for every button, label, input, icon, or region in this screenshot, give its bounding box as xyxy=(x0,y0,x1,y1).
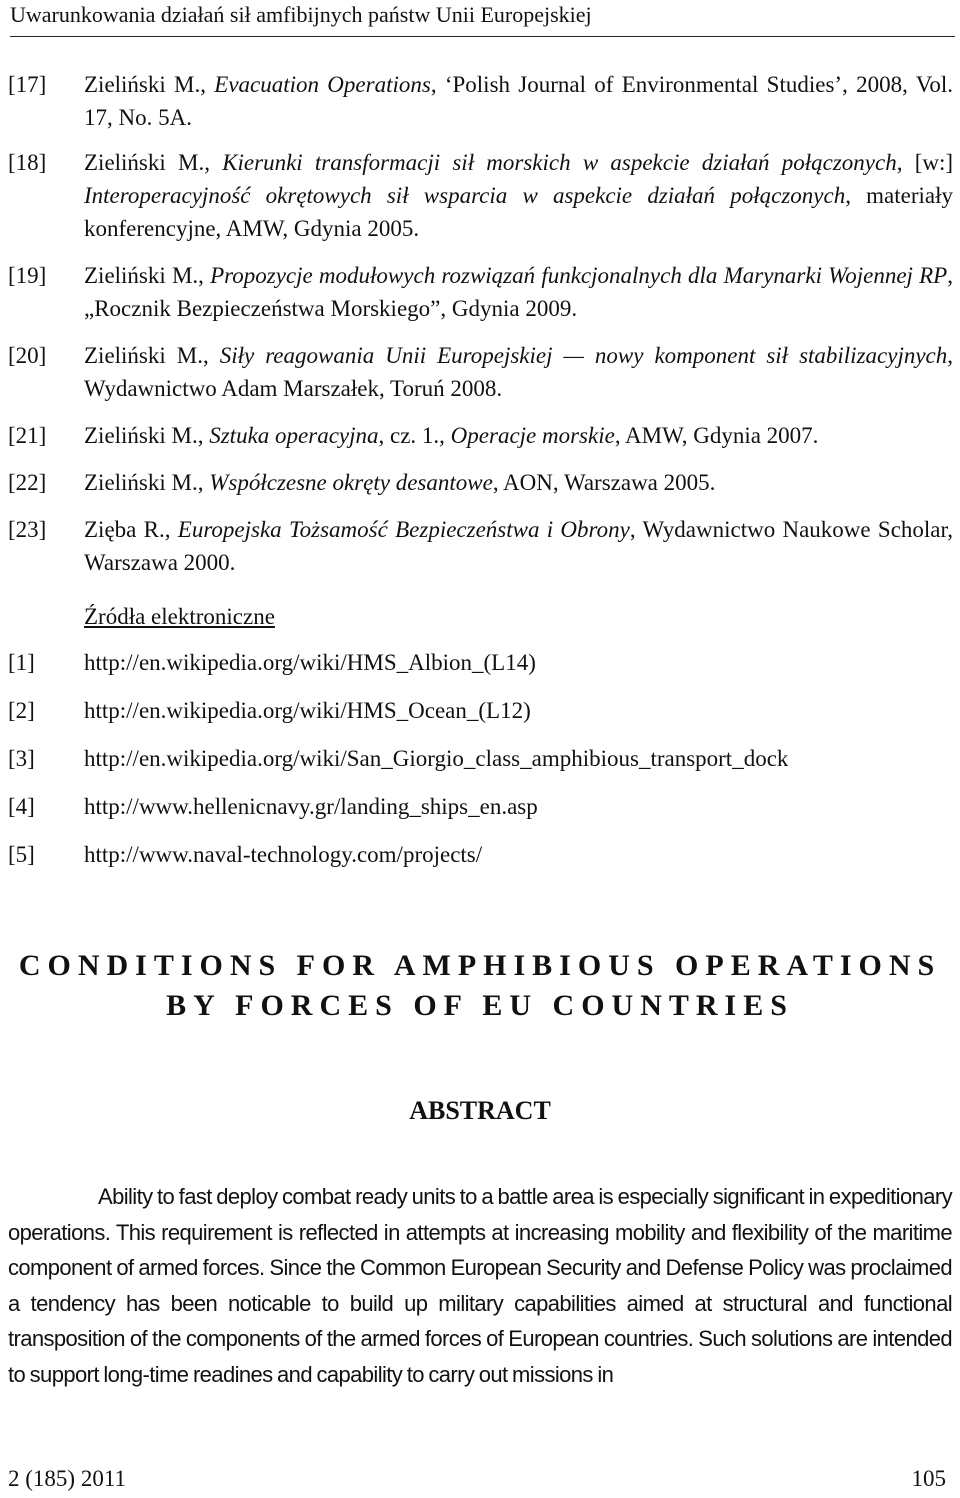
reference-details: , materiały konferencyjne, AMW, Gdynia 2005. xyxy=(84,183,953,241)
reference-title: Evacuation Operations xyxy=(214,72,431,97)
online-source-item xyxy=(8,742,953,775)
header-rule xyxy=(10,36,955,37)
reference-details: , AMW, Gdynia 2007. xyxy=(614,423,819,448)
running-title: Uwarunkowania działań sił amfibijnych państw Unii Europejskiej xyxy=(10,2,592,27)
reference-number: [21] xyxy=(8,423,47,448)
english-title-line1: CONDITIONS FOR AMPHIBIOUS OPERATIONS xyxy=(18,949,942,982)
reference-number: [23] xyxy=(8,517,47,542)
reference-number: [22] xyxy=(8,470,47,495)
online-source-number: [5] xyxy=(8,842,35,867)
online-source-item xyxy=(8,694,953,727)
online-source-number: [1] xyxy=(8,650,35,675)
reference-book-title: Interoperacyjność okrętowych sił wsparcia w aspekcie działań połączonych xyxy=(84,183,846,208)
reference-title: Siły reagowania Unii Europejskiej — nowy komponent sił stabilizacyjnych xyxy=(219,343,948,368)
online-source-item xyxy=(8,646,953,679)
running-header xyxy=(10,2,955,35)
english-title xyxy=(0,946,960,1026)
online-source-number: [4] xyxy=(8,794,35,819)
online-source-url[interactable]: http://en.wikipedia.org/wiki/HMS_Albion_(L14) xyxy=(84,650,536,675)
online-source-item xyxy=(8,838,953,871)
english-title-line2: BY FORCES OF EU COUNTRIES xyxy=(166,989,794,1022)
reference-title: Propozycje modułowych rozwiązań funkcjonalnych dla Marynarki Wojennej RP xyxy=(210,263,948,288)
references-list xyxy=(8,68,953,579)
online-source-url[interactable]: http://www.naval-technology.com/projects/ xyxy=(84,842,483,867)
online-source-number: [2] xyxy=(8,698,35,723)
online-source-item xyxy=(8,790,953,823)
reference-number: [20] xyxy=(8,343,47,368)
reference-item: [19] Zieliński M., Propozycje modułowych rozwiązań funkcjonalnych dla Marynarki Wojennej RP, „Rocznik Bezpieczeństwa Morskiego”, Gdynia 2009. xyxy=(8,259,953,325)
reference-author: Zieliński M. xyxy=(84,72,201,97)
abstract-body xyxy=(8,1179,952,1392)
online-sources-heading: Źródła elektroniczne xyxy=(84,604,275,629)
online-sources-list xyxy=(8,646,953,886)
reference-item: [20] Zieliński M., Siły reagowania Unii Europejskiej — nowy komponent sił stabilizacyjnych, Wydawnictwo Adam Marszałek, Toruń 2008. xyxy=(8,339,953,405)
reference-title: Europejska Tożsamość Bezpieczeństwa i Obrony xyxy=(177,517,630,542)
reference-item: [22] Zieliński M., Współczesne okręty desantowe, AON, Warszawa 2005. xyxy=(8,466,953,499)
reference-number: [19] xyxy=(8,263,47,288)
reference-item: [21] Zieliński M., Sztuka operacyjna, cz. 1., Operacje morskie, AMW, Gdynia 2007. xyxy=(8,419,953,452)
online-source-url[interactable]: http://en.wikipedia.org/wiki/San_Giorgio_class_amphibious_transport_dock xyxy=(84,746,789,771)
reference-author: Zieliński M. xyxy=(84,150,205,175)
reference-details: , Wydawnictwo Adam Marszałek, Toruń 2008. xyxy=(84,343,953,401)
reference-details: , „Rocznik Bezpieczeństwa Morskiego”, Gdynia 2009. xyxy=(84,263,953,321)
reference-author: Zieliński M. xyxy=(84,423,198,448)
reference-number: [17] xyxy=(8,72,47,97)
reference-author: Zięba R. xyxy=(84,517,165,542)
reference-item: [23] Zięba R., Europejska Tożsamość Bezpieczeństwa i Obrony, Wydawnictwo Naukowe Scholar, Warszawa 2000. xyxy=(8,513,953,579)
reference-author: Zieliński M. xyxy=(84,263,199,288)
abstract-heading: ABSTRACT xyxy=(409,1096,551,1125)
reference-details: , AON, Warszawa 2005. xyxy=(492,470,716,495)
online-source-url[interactable]: http://www.hellenicnavy.gr/landing_ships_en.asp xyxy=(84,794,538,819)
reference-number: [18] xyxy=(8,150,47,175)
reference-item: [17] Zieliński M., Evacuation Operations, ‘Polish Journal of Environmental Studies’, 2008, Vol. 17, No. 5A. xyxy=(8,68,953,134)
reference-title: Sztuka operacyjna xyxy=(209,423,379,448)
online-source-url[interactable]: http://en.wikipedia.org/wiki/HMS_Ocean_(L12) xyxy=(84,698,531,723)
reference-title: Współczesne okręty desantowe xyxy=(209,470,493,495)
reference-author: Zieliński M. xyxy=(84,470,198,495)
issue-number: 2 (185) 2011 xyxy=(8,1466,126,1491)
reference-item: [18] Zieliński M., Kierunki transformacji sił morskich w aspekcie działań połączonych, [w:] Interoperacyjność okrętowych sił wsparcia w aspekcie działań połączonych, materiały konferencyjne, AMW, Gdynia 2005. xyxy=(8,146,953,245)
reference-author: Zieliński M. xyxy=(84,343,203,368)
page-number: 105 xyxy=(911,1466,946,1491)
reference-details: , ‘Polish Journal of Environmental Studies’, 2008, Vol. 17, No. 5A. xyxy=(84,72,953,130)
online-source-number: [3] xyxy=(8,746,35,771)
abstract-text: Ability to fast deploy combat ready units to a battle area is especially significant in expeditionary operations. This requirement is reflected in attempts at increasing mobility and flexibility of the maritime component of armed forces. Since the Common European Security and Defense Policy was proclaimed a tendency has been noticable to build up military capabilities aimed at structural and functional transposition of the components of the armed forces of European countries. Such solutions are intended to support long-time readines and capability to carry out missions in xyxy=(8,1184,952,1387)
reference-title: Kierunki transformacji sił morskich w aspekcie działań połączonych, xyxy=(222,150,903,175)
reference-book-title: Operacje morskie xyxy=(450,423,615,448)
reference-details: , Wydawnictwo Naukowe Scholar, Warszawa 2000. xyxy=(84,517,954,575)
